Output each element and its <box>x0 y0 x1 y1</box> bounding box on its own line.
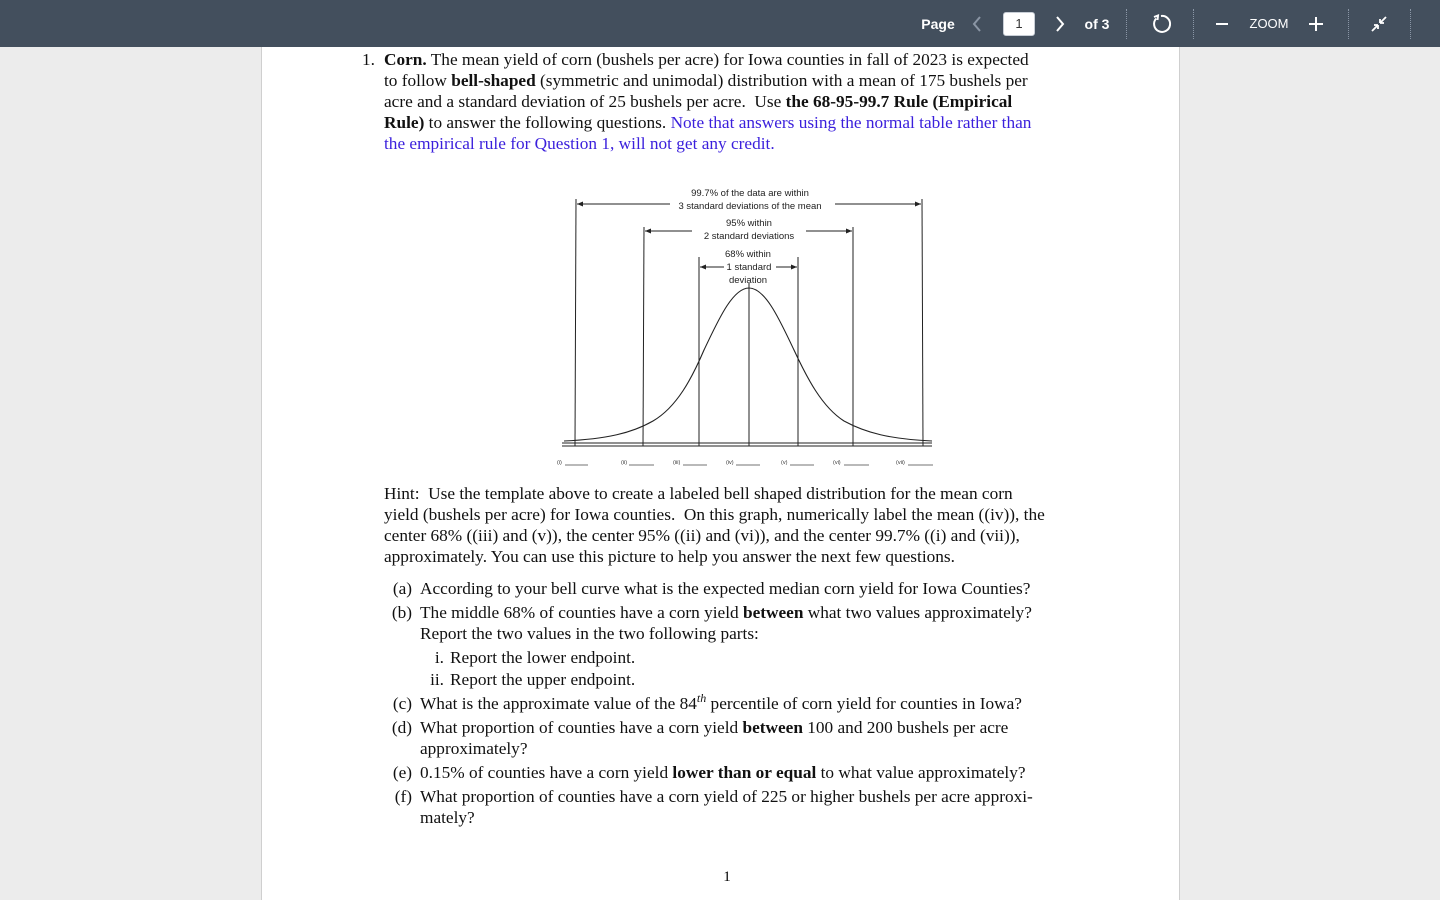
question-f-line-2: mately? <box>420 808 475 827</box>
hint-line-2: yield (bushels per acre) for Iowa counties. On this graph, numerically label the mean ((iv)), the <box>384 505 1045 524</box>
page-input-wrap <box>1002 0 1036 47</box>
question-d-line-2: approximately? <box>420 739 528 758</box>
label-95-line-1: 95% within <box>726 218 772 229</box>
toolbar-divider <box>1410 9 1411 39</box>
question-text <box>420 762 1026 783</box>
intro-line-3 <box>384 91 1012 112</box>
total-pages-label: of 3 <box>1084 15 1110 32</box>
question-text: Report the upper endpoint. <box>450 670 636 689</box>
question-bold: lower than or equal <box>672 763 817 782</box>
label-68-line-2: 1 standard <box>726 262 772 273</box>
question-bold: between <box>742 718 803 737</box>
question-text-part: What proportion of counties have a corn yield <box>420 718 743 737</box>
chevron-left-icon <box>971 15 983 33</box>
label-95-line-2: 2 standard deviations <box>703 231 795 242</box>
question-label: (c) <box>392 694 412 713</box>
intro-text: to follow <box>384 71 452 90</box>
question-label: i. <box>434 648 444 667</box>
page-label: Page <box>921 15 955 32</box>
toolbar-divider <box>1348 9 1349 39</box>
question-label: (d) <box>391 718 412 737</box>
prev-page-button[interactable] <box>966 0 988 47</box>
chevron-right-icon <box>1054 15 1066 33</box>
blank-label: (iv) <box>726 460 734 466</box>
label-997-line-1: 99.7% of the data are within <box>691 188 809 199</box>
question-text: According to your bell curve what is the expected median corn yield for Iowa Counties? <box>420 579 1031 598</box>
intro-bold: the 68-95-99.7 Rule (Empirical <box>785 92 1013 111</box>
question-text-part: What is the approximate value of the 84 <box>420 694 697 713</box>
intro-text: (symmetric and unimodal) distribution with a mean of 175 bushels per <box>535 71 1028 90</box>
boundary-line <box>643 227 644 446</box>
question-label: (f) <box>394 787 412 806</box>
hint-line-1: Hint: Use the template above to create a labeled bell shaped distribution for the mean corn <box>384 484 1013 503</box>
zoom-in-icon <box>1307 15 1325 33</box>
intro-line-4 <box>384 112 1031 133</box>
question-title: Corn. <box>384 50 427 69</box>
zoom-out-icon <box>1214 16 1230 32</box>
blank-label: (ii) <box>621 460 628 466</box>
question-text: Report the lower endpoint. <box>450 648 636 667</box>
blank-label: (iii) <box>673 460 681 466</box>
bell-curve <box>564 288 932 441</box>
question-text-part: 0.15% of counties have a corn yield <box>420 763 673 782</box>
label-997-line-2: 3 standard deviations of the mean <box>678 201 822 212</box>
credit-note-line-2: the empirical rule for Question 1, will not get any credit. <box>384 134 775 153</box>
zoom-in-button[interactable] <box>1302 0 1330 47</box>
question-label: ii. <box>430 670 444 689</box>
total-pages-wrap <box>1080 0 1114 47</box>
intro-line-2 <box>384 70 1028 91</box>
question-text <box>420 693 1022 714</box>
credit-note: Note that answers using the normal table rather than <box>670 113 1032 132</box>
intro-text: The mean yield of corn (bushels per acre) for Iowa counties in fall of 2023 is expected <box>426 50 1029 69</box>
question-text-part: percentile of corn yield for counties in Iowa? <box>706 694 1022 713</box>
zoom-out-button[interactable] <box>1208 0 1236 47</box>
pdf-toolbar <box>0 0 1440 47</box>
next-page-button[interactable] <box>1048 0 1072 47</box>
page-label-wrap <box>918 0 958 47</box>
question-text <box>420 602 1032 623</box>
intro-bold: bell-shaped <box>451 71 536 90</box>
label-68-line-1: 68% within <box>725 249 771 260</box>
intro-text: acre and a standard deviation of 25 bushels per acre. Use <box>384 92 786 111</box>
page-number: 1 <box>723 869 731 885</box>
exit-fullscreen-button[interactable] <box>1364 0 1394 47</box>
question-number: 1. <box>362 50 375 69</box>
label-68-line-3: deviation <box>728 275 768 286</box>
blank-label: (vii) <box>896 460 905 466</box>
page-number-input[interactable] <box>1003 12 1035 36</box>
toolbar-divider <box>1193 9 1194 39</box>
exit-fullscreen-icon <box>1370 15 1388 33</box>
question-label: (b) <box>391 603 412 622</box>
question-bold: between <box>742 603 804 622</box>
question-text-part: 100 and 200 bushels per acre <box>802 718 1009 737</box>
question-text-part: The middle 68% of counties have a corn yield <box>420 603 743 622</box>
blank-label: (i) <box>557 460 562 466</box>
document-page <box>261 47 1180 900</box>
rotate-button[interactable] <box>1146 0 1176 47</box>
empirical-rule-diagram <box>552 183 942 473</box>
intro-line-1 <box>384 49 1029 70</box>
hint-line-3: center 68% ((iii) and (v)), the center 95% ((ii) and (vi)), and the center 99.7% ((i) and (vii)), <box>384 526 1020 545</box>
intro-bold: Rule) <box>384 113 425 132</box>
toolbar-divider <box>1126 9 1127 39</box>
question-b-line-2: Report the two values in the two following parts: <box>420 624 759 643</box>
boundary-line <box>922 199 923 446</box>
blank-label: (vi) <box>833 460 841 466</box>
blank-label: (v) <box>781 460 788 466</box>
zoom-label: ZOOM <box>1249 16 1289 31</box>
question-text: What proportion of counties have a corn yield of 225 or higher bushels per acre approxi- <box>420 787 1033 806</box>
question-superscript: th <box>696 691 707 706</box>
question-label: (e) <box>392 763 412 782</box>
boundary-line <box>575 199 576 446</box>
rotate-icon <box>1150 13 1172 35</box>
intro-text: to answer the following questions. <box>424 113 671 132</box>
question-text <box>420 717 1008 738</box>
question-text-part: to what value approximately? <box>816 763 1026 782</box>
hint-line-4: approximately. You can use this picture to help you answer the next few questions. <box>384 547 955 566</box>
zoom-label-wrap <box>1246 0 1292 47</box>
question-text-part: what two values approximately? <box>803 603 1032 622</box>
question-label: (a) <box>392 579 412 598</box>
